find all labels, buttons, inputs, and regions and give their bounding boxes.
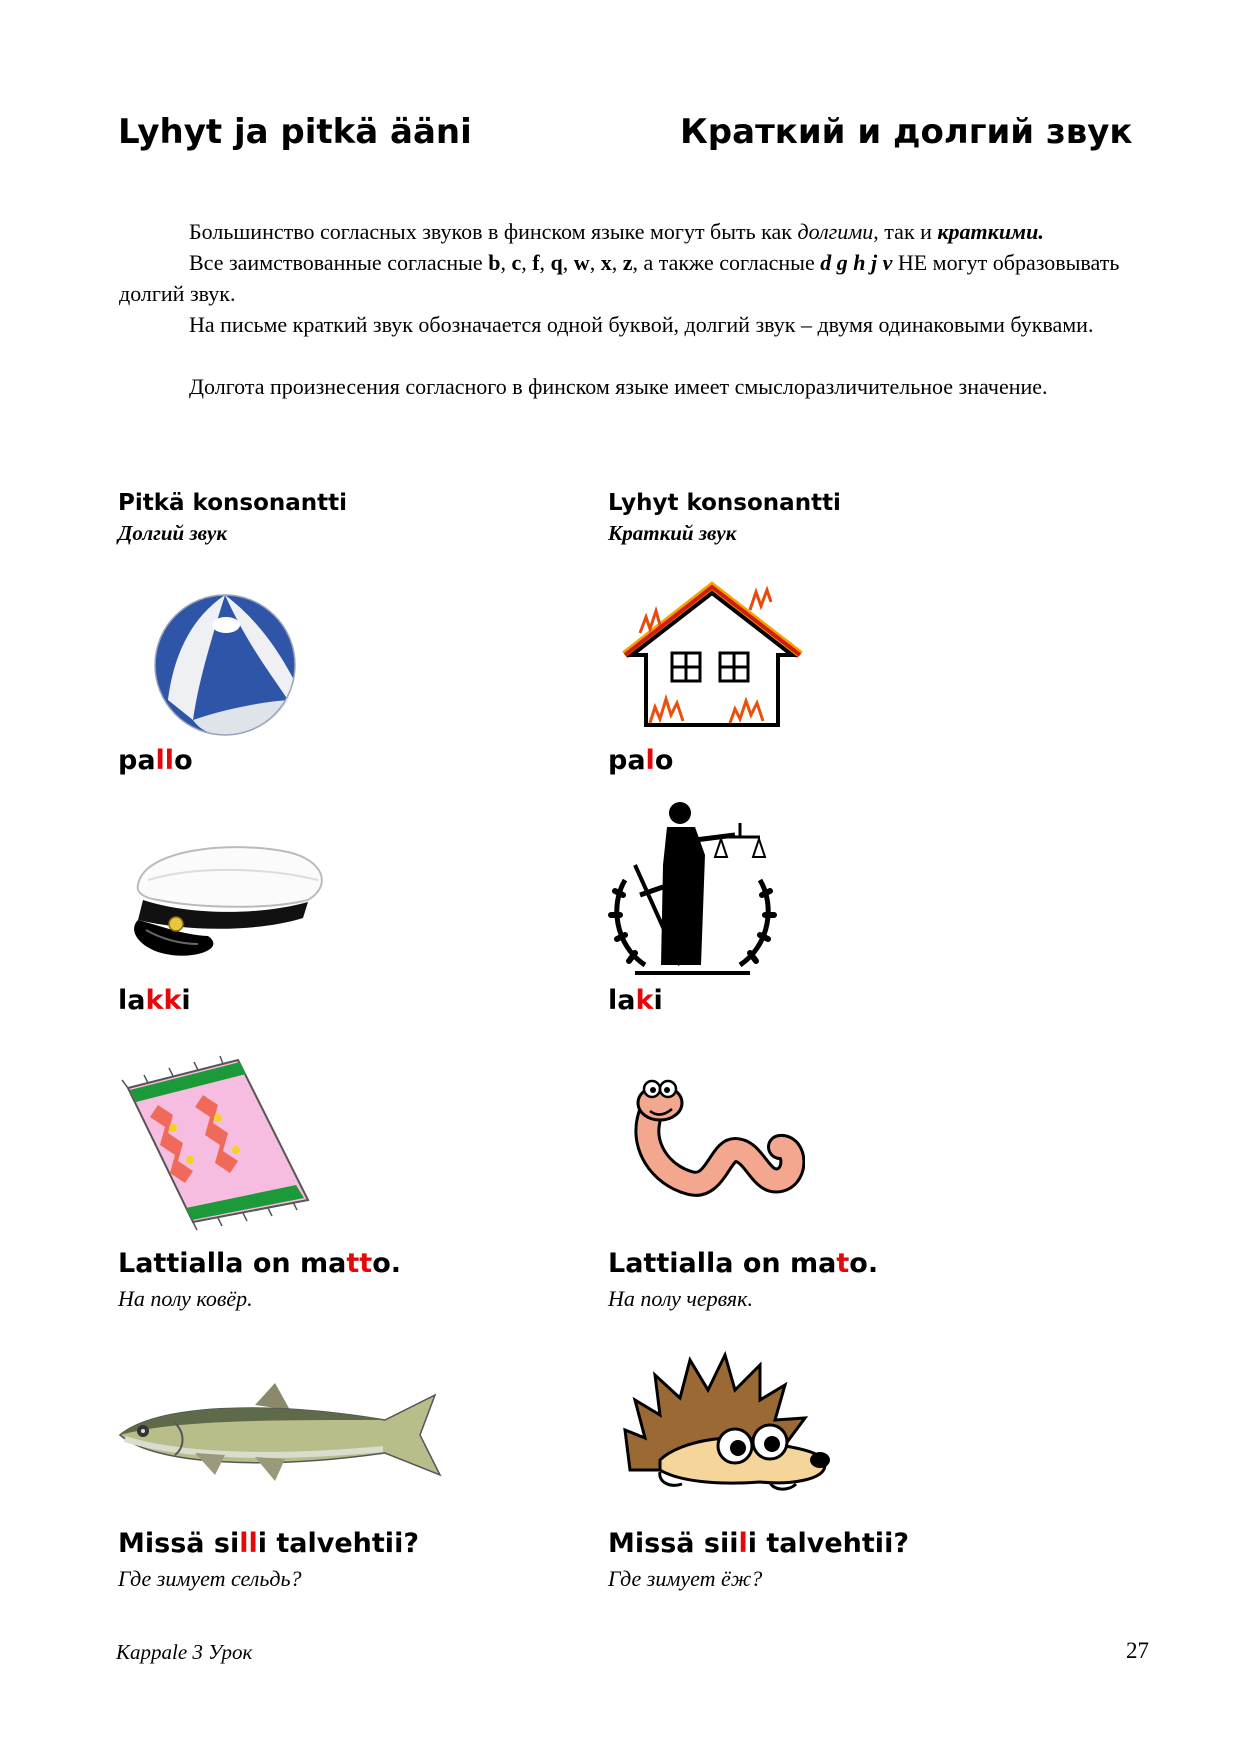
rug-image [118, 1050, 338, 1235]
sentence-matto: Lattialla on matto. [118, 1248, 402, 1279]
left-column-subtitle: Долгий звук [118, 521, 227, 545]
translation-silli: Где зимует сельдь? [118, 1566, 302, 1591]
right-column-title: Lyhyt konsonantti [608, 490, 841, 516]
intro-text [119, 216, 1129, 402]
intro-paragraph-2: Все заимствованные согласные b, c, f, q, w, x, z, а также согласные d g h j v НЕ могут образовывать долгий звук. [119, 250, 1120, 306]
lady-justice-image [605, 795, 780, 985]
student-cap-image [118, 840, 338, 970]
word-pallo: pallo [118, 745, 193, 776]
word-lakki: lakki [118, 985, 191, 1016]
burning-house-image [620, 575, 805, 735]
left-column-title: Pitkä konsonantti [118, 490, 348, 516]
herring-image [115, 1375, 450, 1495]
sentence-mato: Lattialla on mato. [608, 1248, 879, 1279]
beach-ball-image [148, 590, 303, 740]
footer-lesson-label: Kappale 3 Урок [116, 1640, 253, 1664]
hedgehog-image [620, 1350, 835, 1500]
intro-paragraph-4: Долгота произнесения согласного в финском языке имеет смыслоразличительное значение. [189, 374, 1048, 399]
worm-image [620, 1075, 805, 1205]
translation-mato: На полу червяк. [608, 1286, 753, 1311]
sentence-siili: Missä siili talvehtii? [608, 1528, 909, 1559]
right-column-subtitle: Краткий звук [608, 521, 737, 545]
word-palo: palo [608, 745, 674, 776]
word-laki: laki [608, 985, 663, 1016]
title-finnish: Lyhyt ja pitkä ääni [118, 112, 472, 152]
page-number: 27 [1126, 1638, 1149, 1663]
translation-siili: Где зимует ёж? [608, 1566, 763, 1591]
intro-paragraph-1: Большинство согласных звуков в финском языке могут быть как долгими, так и краткими. [189, 219, 1044, 244]
intro-paragraph-3: На письме краткий звук обозначается одной буквой, долгий звук – двумя одинаковыми буквами. [189, 312, 1094, 337]
title-russian: Краткий и долгий звук [680, 112, 1133, 152]
translation-matto: На полу ковёр. [118, 1286, 253, 1311]
sentence-silli: Missä silli talvehtii? [118, 1528, 419, 1559]
